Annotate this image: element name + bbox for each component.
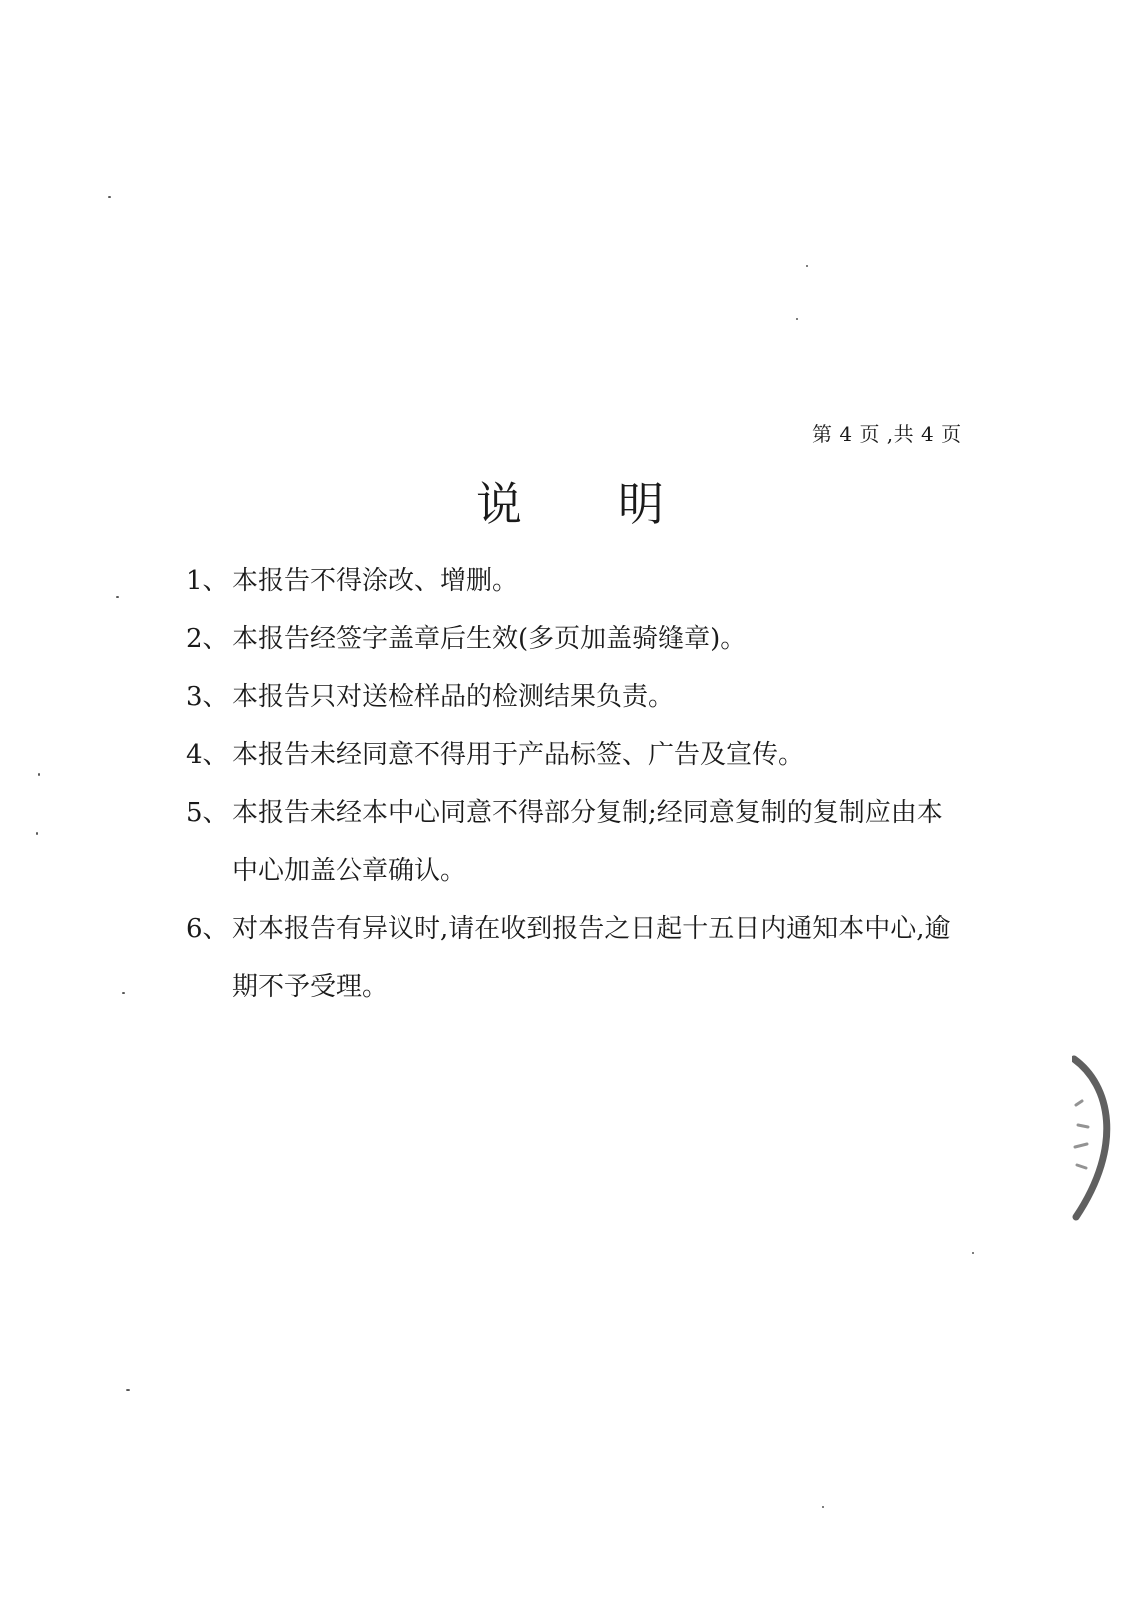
scan-speck bbox=[122, 992, 125, 994]
scan-speck bbox=[806, 265, 808, 267]
list-item bbox=[186, 552, 986, 610]
list-item-number: 1、 bbox=[186, 566, 229, 596]
scan-speck bbox=[36, 832, 38, 835]
list-item-number: 3、 bbox=[186, 682, 229, 712]
list-item-text: 本报告只对送检样品的检测结果负责。 bbox=[232, 682, 675, 712]
list-item-number: 6、 bbox=[186, 914, 229, 944]
list-item-text: 本报告未经同意不得用于产品标签、广告及宣传。 bbox=[232, 740, 805, 770]
scan-speck bbox=[38, 773, 40, 776]
scan-speck bbox=[822, 1506, 824, 1508]
list-item-number: 2、 bbox=[186, 624, 229, 654]
page-number: 第 4 页 ,共 4 页 bbox=[812, 422, 962, 446]
list-item bbox=[186, 668, 986, 726]
list-item-number: 4、 bbox=[186, 740, 229, 770]
scan-speck bbox=[116, 596, 119, 598]
list-item bbox=[186, 610, 986, 668]
scan-speck bbox=[972, 1252, 974, 1254]
list-item bbox=[186, 900, 986, 1016]
seal-fragment-icon bbox=[1072, 1055, 1132, 1225]
notice-list bbox=[186, 552, 986, 1016]
list-item-number: 5、 bbox=[186, 798, 229, 828]
list-item-text: 本报告未经本中心同意不得部分复制;经同意复制的复制应由本中心加盖公章确认。 bbox=[232, 798, 943, 886]
list-item bbox=[186, 784, 986, 900]
page-title: 说明 bbox=[476, 477, 760, 531]
scan-speck bbox=[108, 196, 111, 198]
scan-speck bbox=[796, 318, 798, 320]
list-item bbox=[186, 726, 986, 784]
scan-speck bbox=[126, 1389, 130, 1391]
list-item-text: 对本报告有异议时,请在收到报告之日起十五日内通知本中心,逾期不予受理。 bbox=[232, 914, 951, 1002]
list-item-text: 本报告不得涂改、增删。 bbox=[232, 566, 519, 596]
list-item-text: 本报告经签字盖章后生效(多页加盖骑缝章)。 bbox=[232, 624, 747, 654]
